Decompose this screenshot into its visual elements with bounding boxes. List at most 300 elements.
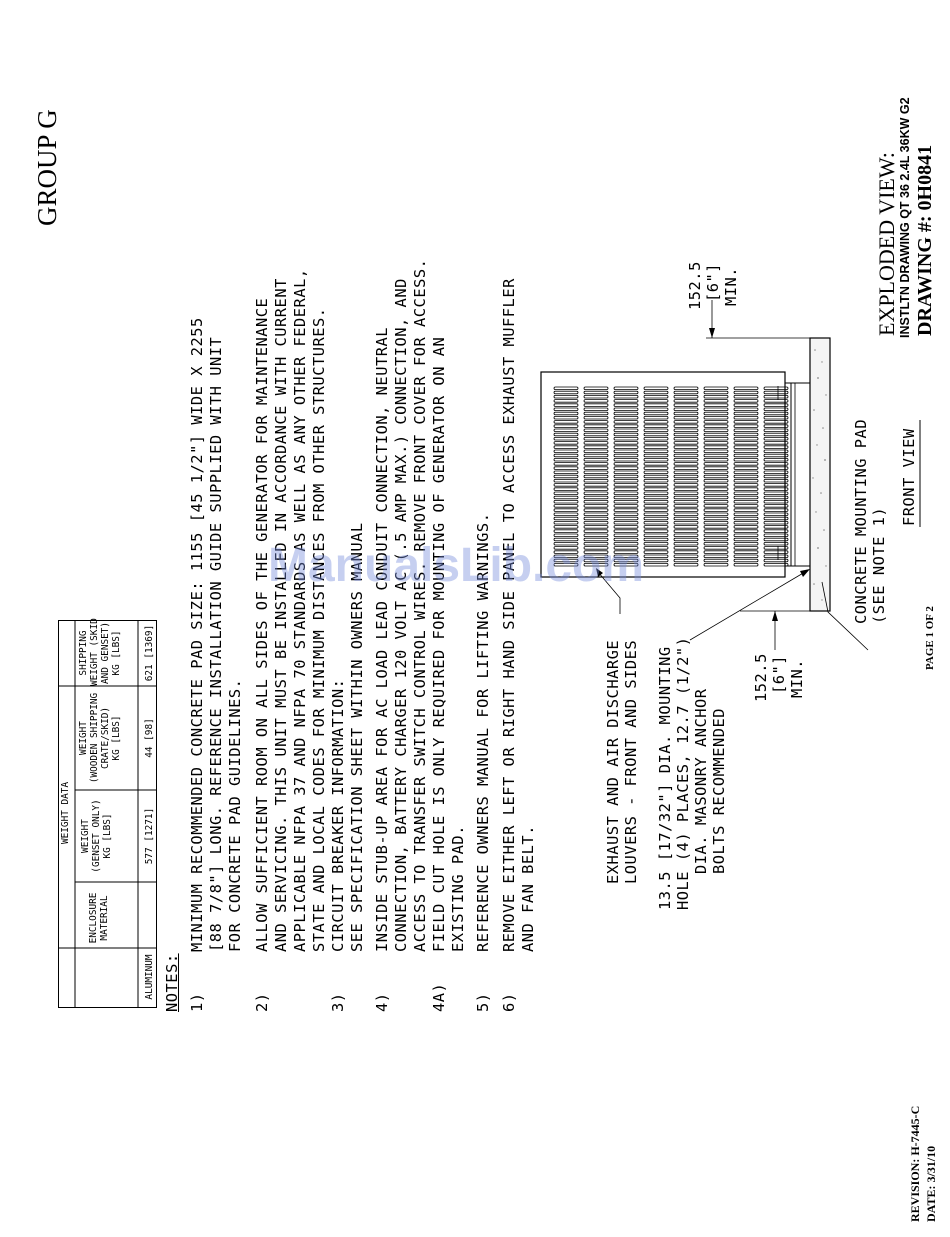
- hole-text: HOLE (4) PLACES, 12.7 (1/2"): [674, 636, 692, 910]
- louver-slat: [554, 475, 578, 478]
- louver-slat: [614, 395, 638, 398]
- louver-slat: [674, 442, 698, 445]
- hole-text: 13.5 [17/32"] DIA. MOUNTING: [656, 646, 674, 910]
- header-text: WEIGHT (SKID: [89, 618, 100, 686]
- concrete-pad-label: [852, 419, 888, 624]
- louver-slat: [674, 542, 698, 545]
- louver-slat: [674, 404, 698, 407]
- louver-slat: [614, 454, 638, 457]
- louver-slat: [734, 416, 758, 419]
- louver-slat: [644, 488, 668, 491]
- louver-slat: [644, 484, 668, 487]
- louver-slat: [734, 488, 758, 491]
- louver-slat: [674, 517, 698, 520]
- louver-slat: [614, 416, 638, 419]
- louver-slat: [734, 517, 758, 520]
- louver-slat: [584, 517, 608, 520]
- exhaust-louvers-label: [604, 640, 640, 884]
- louver-slat: [554, 387, 578, 390]
- mounting-hole-label: [656, 637, 728, 910]
- louver-slat: [644, 425, 668, 428]
- louver-slat: [674, 492, 698, 495]
- louver-slat: [584, 526, 608, 529]
- louver-slat: [614, 425, 638, 428]
- louver-slat: [614, 521, 638, 524]
- cell-genset: 577 [1271]: [144, 807, 155, 865]
- louver-slat: [644, 505, 668, 508]
- louver-slat: [644, 471, 668, 474]
- louver-slat: [584, 400, 608, 403]
- louver-slat: [554, 421, 578, 424]
- louver-slat: [704, 513, 728, 516]
- louver-slat: [614, 404, 638, 407]
- header-text: KG [LBS]: [111, 715, 122, 761]
- hole-leader: [690, 572, 805, 640]
- louver-slat: [554, 454, 578, 457]
- cell-crate: 44 [98]: [144, 718, 155, 758]
- louver-slat: [734, 551, 758, 554]
- louver-slat: [584, 484, 608, 487]
- louver-slat: [584, 513, 608, 516]
- louver-slat: [734, 492, 758, 495]
- louver-slat: [674, 416, 698, 419]
- louver-slat: [614, 421, 638, 424]
- louver-slat: [584, 391, 608, 394]
- louver-slat: [554, 500, 578, 503]
- louver-slat: [644, 437, 668, 440]
- louver-slat: [674, 534, 698, 537]
- louver-slat: [674, 400, 698, 403]
- louver-slat: [614, 467, 638, 470]
- louver-slat: [554, 509, 578, 512]
- louver-slat: [614, 526, 638, 529]
- louver-slat: [554, 450, 578, 453]
- louver-slat: [734, 387, 758, 390]
- louver-slat: [584, 509, 608, 512]
- louver-slat: [734, 521, 758, 524]
- louver-slat: [644, 555, 668, 558]
- louver-slat: [674, 429, 698, 432]
- note-line: [88 7/8"] LONG. REFERENCE INSTALLATION GUIDE SUPPLIED WITH UNIT: [207, 336, 225, 952]
- louver-slat: [674, 454, 698, 457]
- louver-slat: [644, 463, 668, 466]
- louver-slat: [614, 509, 638, 512]
- louver-slat: [614, 387, 638, 390]
- louver-slat: [644, 429, 668, 432]
- louver-slat: [554, 408, 578, 411]
- louver-slat: [674, 530, 698, 533]
- dim-text: MIN.: [788, 658, 806, 698]
- louver-slat: [674, 425, 698, 428]
- louver-slat: [644, 391, 668, 394]
- header-text: (WOODEN SHIPPING: [89, 692, 100, 784]
- louver-slat: [554, 425, 578, 428]
- louver-slat: [584, 387, 608, 390]
- louver-slat: [614, 400, 638, 403]
- louver-slat: [734, 534, 758, 537]
- louver-slat: [734, 404, 758, 407]
- cell-shipping: 621 [1369]: [144, 624, 155, 682]
- louver-slat: [584, 463, 608, 466]
- louver-slat: [554, 442, 578, 445]
- drawing-description: INSTLTN DRAWING QT 36 2.4L 36KW G2: [898, 97, 912, 338]
- hole-text: DIA. MASONRY ANCHOR: [692, 688, 710, 874]
- louver-slat: [674, 387, 698, 390]
- louver-slat: [644, 446, 668, 449]
- louver-slat: [554, 467, 578, 470]
- dim-bottom-label: [752, 653, 806, 702]
- louver-slat: [704, 484, 728, 487]
- louver-slat: [734, 542, 758, 545]
- louver-slat: [674, 391, 698, 394]
- louver-slat: [614, 534, 638, 537]
- pad-text: (SEE NOTE 1): [870, 506, 888, 624]
- louver-slat: [734, 555, 758, 558]
- louver-slat: [674, 555, 698, 558]
- louver-slat: [584, 521, 608, 524]
- louver-slat: [704, 475, 728, 478]
- louver-slat: [644, 492, 668, 495]
- louver-slat: [644, 530, 668, 533]
- note-line: ALLOW SUFFICIENT ROOM ON ALL SIDES OF THE GENERATOR FOR MAINTENANCE: [253, 297, 271, 952]
- louver-slat: [584, 534, 608, 537]
- louver-slat: [584, 433, 608, 436]
- louver-slat: [674, 395, 698, 398]
- louver-slat: [614, 530, 638, 533]
- louver-slat: [704, 563, 728, 566]
- louver-slat: [644, 559, 668, 562]
- louver-slat: [644, 421, 668, 424]
- header-text: MATERIAL: [99, 895, 110, 941]
- louver-slat: [674, 509, 698, 512]
- louver-slat: [644, 400, 668, 403]
- louver-slat: [734, 425, 758, 428]
- louver-slat: [614, 442, 638, 445]
- louver-slat: [704, 400, 728, 403]
- louver-slat: [734, 500, 758, 503]
- louver-slat: [644, 563, 668, 566]
- louver-slat: [704, 387, 728, 390]
- louver-slat: [704, 521, 728, 524]
- louver-slat: [644, 408, 668, 411]
- louver-slat: [734, 496, 758, 499]
- louver-slat: [704, 496, 728, 499]
- louver-slat: [704, 404, 728, 407]
- louver-slat: [584, 437, 608, 440]
- louver-slat: [734, 454, 758, 457]
- louver-slat: [554, 404, 578, 407]
- louver-slat: [584, 412, 608, 415]
- louver-slat: [644, 458, 668, 461]
- louver-slat: [704, 517, 728, 520]
- note-line: FOR CONCRETE PAD GUIDELINES.: [226, 678, 244, 952]
- dim-text: MIN.: [722, 266, 740, 306]
- louver-slat: [584, 488, 608, 491]
- louver-slat: [644, 517, 668, 520]
- louver-slat: [674, 458, 698, 461]
- louver-slat: [734, 412, 758, 415]
- louver-slat: [734, 559, 758, 562]
- louver-slat: [704, 547, 728, 550]
- louver-slat: [704, 416, 728, 419]
- louver-slat: [584, 395, 608, 398]
- exhaust-text: EXHAUST AND AIR DISCHARGE: [604, 639, 622, 884]
- louver-slat: [644, 551, 668, 554]
- louver-slat: [704, 526, 728, 529]
- louver-slat: [554, 492, 578, 495]
- louver-slat: [704, 433, 728, 436]
- louver-slat: [674, 450, 698, 453]
- louver-slat: [584, 425, 608, 428]
- louver-slat: [614, 505, 638, 508]
- louver-slat: [704, 450, 728, 453]
- louver-slat: [674, 521, 698, 524]
- louver-slat: [554, 471, 578, 474]
- louver-slat: [584, 496, 608, 499]
- louver-slat: [734, 505, 758, 508]
- note-number: 5): [474, 992, 492, 1012]
- note-line: REFERENCE OWNERS MANUAL FOR LIFTING WARNINGS.: [474, 512, 492, 952]
- note-line: ACCESS TO TRANSFER SWITCH CONTROL WIRES. REMOVE FRONT COVER FOR ACCESS.: [411, 258, 429, 952]
- louver-slat: [734, 433, 758, 436]
- group-heading: GROUP G: [32, 109, 62, 226]
- louver-slat: [554, 505, 578, 508]
- louver-slat: [674, 488, 698, 491]
- note-line: SEE SPECIFICATION SHEET WITHIN OWNERS MANUAL: [348, 522, 366, 952]
- louver-slat: [584, 421, 608, 424]
- note-number: 3): [329, 992, 347, 1012]
- louver-slat: [734, 429, 758, 432]
- louver-slat: [644, 534, 668, 537]
- dim-text: 152.5: [752, 653, 770, 702]
- louver-slat: [674, 479, 698, 482]
- louver-slat: [614, 408, 638, 411]
- note-line: INSIDE STUB-UP AREA FOR AC LOAD LEAD CONDUIT CONNECTION, NEUTRAL: [373, 326, 391, 952]
- louver-slat: [704, 551, 728, 554]
- louver-slat: [614, 437, 638, 440]
- header-text: KG [LBS]: [111, 630, 122, 676]
- louver-slat: [584, 404, 608, 407]
- louver-slat: [584, 454, 608, 457]
- louver-slat: [704, 538, 728, 541]
- louver-slat: [614, 429, 638, 432]
- louver-slat: [554, 458, 578, 461]
- louver-slat: [704, 437, 728, 440]
- dim-text: [6"]: [704, 262, 722, 302]
- exhaust-text: LOUVERS - FRONT AND SIDES: [622, 639, 640, 884]
- louver-slat: [704, 442, 728, 445]
- louver-slat: [584, 530, 608, 533]
- note-number: 4A): [430, 982, 448, 1012]
- louver-slat: [674, 433, 698, 436]
- louver-slat: [734, 484, 758, 487]
- louver-slat: [704, 467, 728, 470]
- louver-slat: [584, 442, 608, 445]
- louver-slat: [554, 488, 578, 491]
- louver-slat: [584, 475, 608, 478]
- dim-text: 152.5: [686, 261, 704, 310]
- louver-slat: [614, 450, 638, 453]
- louver-slat: [734, 400, 758, 403]
- louver-slat: [734, 421, 758, 424]
- louver-slat: [674, 513, 698, 516]
- louver-slat: [644, 513, 668, 516]
- note-line: AND FAN BELT.: [519, 825, 537, 952]
- louver-slat: [674, 547, 698, 550]
- note-line: FIELD CUT HOLE IS ONLY REQUIRED FOR MOUNTING OF GENERATOR ON AN: [430, 336, 448, 952]
- note-line: EXISTING PAD.: [449, 825, 467, 952]
- louver-slat: [674, 463, 698, 466]
- louver-slat: [734, 526, 758, 529]
- header-text: SHIPPING: [78, 630, 89, 676]
- louver-slat: [734, 513, 758, 516]
- louver-slat: [734, 547, 758, 550]
- louver-slat: [614, 513, 638, 516]
- base-frame: [791, 383, 810, 566]
- notes-title: NOTES:: [163, 953, 181, 1012]
- louver-slat: [674, 467, 698, 470]
- louver-slat: [734, 475, 758, 478]
- louver-slat: [704, 458, 728, 461]
- header-text: CRATE/SKID): [100, 706, 111, 770]
- louver-slat: [734, 437, 758, 440]
- louver-slat: [584, 505, 608, 508]
- louver-slat: [734, 408, 758, 411]
- louver-slat: [644, 475, 668, 478]
- louver-slat: [614, 517, 638, 520]
- louver-slat: [734, 538, 758, 541]
- louver-slat: [614, 412, 638, 415]
- revision-label: REVISION: H-7445-C: [908, 1105, 922, 1222]
- header-text: AND GENSET): [100, 621, 111, 685]
- louver-slat: [734, 463, 758, 466]
- louver-slat: [644, 538, 668, 541]
- louver-slat: [734, 450, 758, 453]
- louver-slat: [614, 433, 638, 436]
- header-text: (GENSET ONLY): [91, 799, 102, 873]
- louver-slat: [614, 475, 638, 478]
- louver-slat: [734, 458, 758, 461]
- louver-slat: [704, 505, 728, 508]
- louver-slat: [554, 479, 578, 482]
- louver-slat: [644, 526, 668, 529]
- cell-material: ALUMINUM: [144, 954, 155, 1000]
- louver-slat: [554, 446, 578, 449]
- louver-slat: [704, 463, 728, 466]
- louver-slat: [734, 395, 758, 398]
- louver-slat: [554, 437, 578, 440]
- louver-slat: [704, 479, 728, 482]
- louver-slat: [644, 542, 668, 545]
- louver-slat: [554, 429, 578, 432]
- note-number: 6): [500, 992, 518, 1012]
- louver-slat: [674, 446, 698, 449]
- louver-slat: [704, 542, 728, 545]
- louver-slat: [704, 391, 728, 394]
- louver-slat: [704, 471, 728, 474]
- louver-slat: [674, 500, 698, 503]
- louver-slat: [734, 391, 758, 394]
- date-label: DATE: 3/31/10: [924, 1145, 938, 1222]
- header-text: WEIGHT: [78, 721, 89, 755]
- dim-top-label: [686, 261, 740, 310]
- louver-slat: [644, 412, 668, 415]
- note-line: APPLICABLE NFPA 37 AND NFPA 70 STANDARDS AS WELL AS ANY OTHER FEDERAL,: [291, 268, 309, 952]
- louver-slat: [674, 408, 698, 411]
- louver-slat: [614, 484, 638, 487]
- louver-slat: [704, 408, 728, 411]
- louver-slat: [614, 458, 638, 461]
- louver-slat: [734, 509, 758, 512]
- louver-slat: [644, 395, 668, 398]
- louver-slat: [614, 463, 638, 466]
- pad-text: CONCRETE MOUNTING PAD: [852, 418, 870, 624]
- louver-slat: [554, 400, 578, 403]
- louver-slat: [704, 534, 728, 537]
- louver-slat: [734, 467, 758, 470]
- louver-slat: [614, 471, 638, 474]
- louver-slat: [704, 500, 728, 503]
- louver-slat: [644, 496, 668, 499]
- note-line: CIRCUIT BREAKER INFORMATION:: [329, 678, 347, 952]
- page-indicator: PAGE 1 OF 2: [924, 606, 936, 670]
- louver-slat: [734, 563, 758, 566]
- note-line: CONNECTION, BATTERY CHARGER 120 VOLT AC (.5 AMP MAX.) CONNECTION, AND: [392, 278, 410, 952]
- louver-slat: [674, 496, 698, 499]
- louver-slat: [644, 442, 668, 445]
- louver-slat: [674, 475, 698, 478]
- note-line: MINIMUM RECOMMENDED CONCRETE PAD SIZE: 1155 [45 1/2"] WIDE X 2255: [188, 317, 206, 952]
- louver-slat: [704, 412, 728, 415]
- weight-table-title: WEIGHT DATA: [60, 781, 71, 844]
- louver-slat: [554, 463, 578, 466]
- louver-slat: [554, 496, 578, 499]
- louver-slat: [584, 450, 608, 453]
- louver-slat: [674, 471, 698, 474]
- louver-slat: [584, 479, 608, 482]
- louver-slat: [704, 492, 728, 495]
- louver-slat: [554, 391, 578, 394]
- louver-slat: [644, 416, 668, 419]
- louver-slat: [614, 479, 638, 482]
- louver-slat: [584, 471, 608, 474]
- front-view-label: FRONT VIEW: [900, 428, 918, 526]
- louver-slat: [554, 526, 578, 529]
- louver-slat: [704, 509, 728, 512]
- watermark: ManualsLib.com: [268, 539, 645, 592]
- louver-slat: [674, 437, 698, 440]
- exploded-view-title: EXPLODED VIEW:: [874, 152, 899, 336]
- louver-slat: [554, 433, 578, 436]
- louver-slat: [674, 551, 698, 554]
- louver-slat: [644, 467, 668, 470]
- louver-slat: [554, 395, 578, 398]
- louver-slat: [554, 412, 578, 415]
- louver-slat: [644, 404, 668, 407]
- louver-slat: [584, 492, 608, 495]
- note-number: 2): [253, 992, 271, 1012]
- note-number: 4): [373, 992, 391, 1012]
- note-line: REMOVE EITHER LEFT OR RIGHT HAND SIDE PANEL TO ACCESS EXHAUST MUFFLER: [500, 278, 518, 952]
- louver-slat: [734, 479, 758, 482]
- louver-slat: [614, 496, 638, 499]
- header-text: WEIGHT: [80, 819, 91, 853]
- louver-slat: [584, 467, 608, 470]
- note-line: AND SERVICING. THIS UNIT MUST BE INSTALLED IN ACCORDANCE WITH CURRENT: [272, 278, 290, 952]
- louver-slat: [554, 517, 578, 520]
- louver-slat: [554, 521, 578, 524]
- louver-slat: [734, 471, 758, 474]
